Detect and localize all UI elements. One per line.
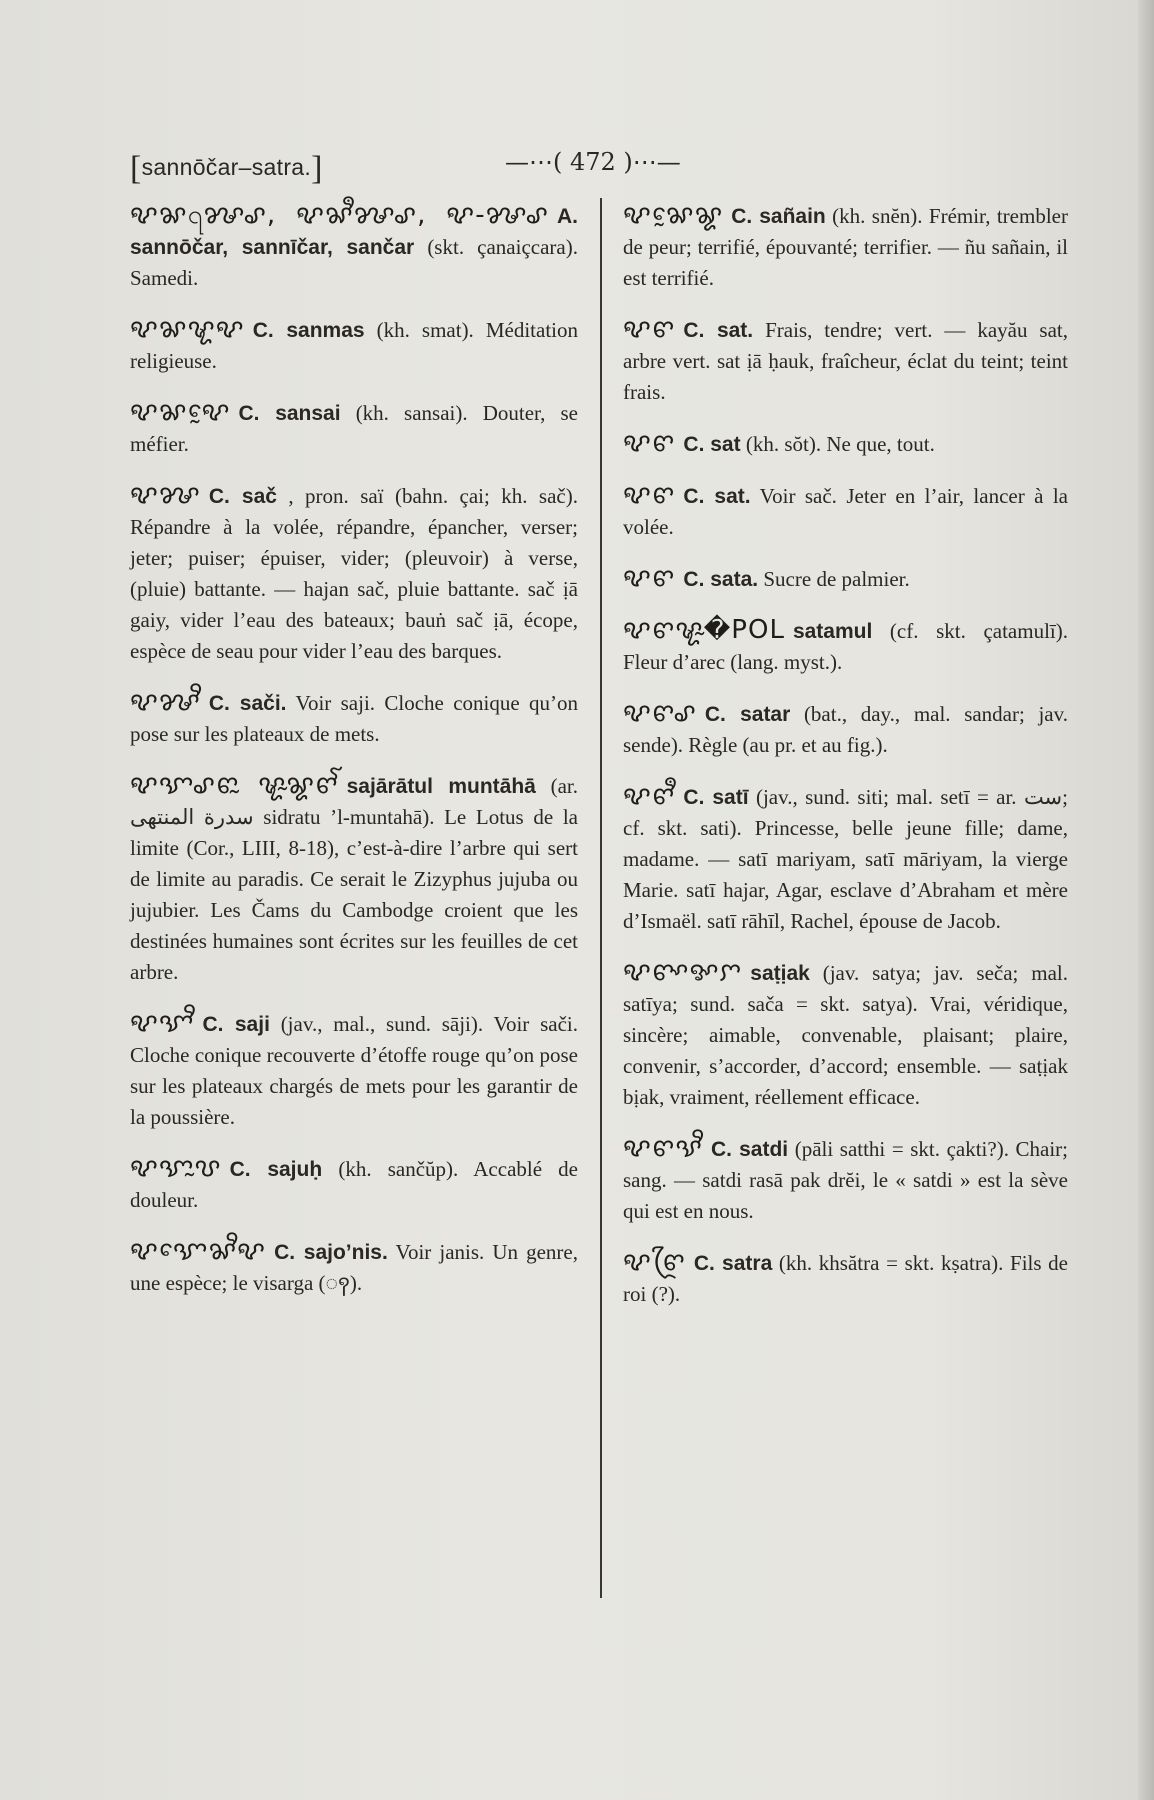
cham-script-headword: ꨦꨗ꩹ꨍꨣ, ꨦꨗꨫꨍꨣ, ꨦ-ꨍꨣ [130, 200, 549, 230]
entry-definition: (jav. satya; jav. seča; mal. satīya; sund. sača = skt. satya). Vrai, véridique, sincère; aimable, convenable, plaisant; plaire, convenir, s’accorder, d’accord; ensemble. — saṭịak bịak, vraiment, réellement efficace. [623, 961, 1068, 1109]
cham-script-headword: ꨦꨓ [623, 563, 676, 593]
dictionary-entry [623, 480, 1068, 543]
entry-lemma: C. sañain [731, 205, 826, 228]
entry-lemma: sajārātul muntāhā [346, 775, 536, 798]
entry-lemma: C. sata. [683, 568, 759, 591]
entry-definition: (kh. smat). Méditation religieuse. [130, 318, 578, 373]
entry-lemma: C. sač [208, 485, 277, 508]
dictionary-entry [623, 314, 1068, 408]
entry-lemma: satamul [792, 620, 873, 643]
cham-script-headword: ꨦꨎꨪ [130, 1008, 195, 1038]
dictionary-entry [623, 428, 1068, 460]
dictionary-entry [130, 480, 578, 667]
close-bracket: ] [311, 150, 323, 187]
dictionary-entry [623, 1133, 1068, 1227]
entry-lemma: C. sajo’nis. [274, 1241, 388, 1264]
right-column [623, 200, 1068, 1330]
column-divider [600, 198, 602, 1598]
entry-definition: (ar. سدرة المنتهى sidratu ’l-muntahā). Le Lotus de la limite (Cor., LIII, 8-18), c’est-à-dire l’arbre qui sert de limite au paradis. Ce serait le Zizyphus jujuba ou jujubier. Les Čams du Cambodge croient que les destinées humaines sont écrites sur les feuilles de cet arbre. [130, 774, 578, 984]
entry-definition: , pron. saï (bahn. çai; kh. sač). Répandre à la volée, répandre, épancher, verser; jeter; puiser; épuiser, vider; (pleuvoir) à verse, (pluie) battante. — hajan sač, pluie battante. sač ịā gaiy, vider l’eau des bateaux; bauṅ sač ịā, écope, espèce de seau pour vider l’eau des barques. [130, 484, 578, 663]
cham-script-headword: ꨦꨓꨣ [623, 698, 697, 728]
header-range-text: sannōčar–satra. [141, 154, 312, 180]
dictionary-entry [623, 1247, 1068, 1310]
dictionary-entry [130, 687, 578, 750]
entry-definition: (jav., mal., sund. sāji). Voir sači. Cloche conique recouverte d’étoffe rouge qu’on pose sur les plateaux chargés de mets pour les garantir de la poussière. [130, 1012, 578, 1129]
entry-definition: Sucre de palmier. [763, 567, 910, 591]
cham-script-headword: ꨦꨎꨣꨓꨭ ꨠꨭꨘꨓꨱ [130, 770, 339, 800]
running-header [130, 150, 323, 188]
entry-lemma: C. sanmas [252, 319, 365, 342]
dictionary-entry [130, 314, 578, 377]
entry-definition: Frais, tendre; vert. — kayău sat, arbre vert. sat ịā ḥauk, fraîcheur, éclat du teint; teint frais. [623, 318, 1068, 404]
entry-lemma: C. sajuḥ [229, 1158, 323, 1181]
cham-script-headword: ꨦꨍ [130, 480, 201, 510]
cham-script-headword: ꨦꨎꨭꨝ [130, 1153, 222, 1183]
entry-definition: (cf. skt. çatamulī). Fleur d’arec (lang. myst.). [623, 619, 1068, 674]
page-fold-shadow [1138, 0, 1154, 1800]
dictionary-entry [623, 781, 1068, 937]
dictionary-entry [130, 1153, 578, 1216]
dictionary-entry [623, 698, 1068, 761]
dictionary-entry [623, 615, 1068, 678]
cham-script-headword: ꨦꨎꨯꨗꨪꨦ [130, 1236, 267, 1266]
entry-definition: (kh. sansai). Douter, se méfier. [130, 401, 579, 456]
entry-lemma: C. satī [683, 786, 749, 809]
cham-script-headword: ꨦꨓꨠꨭ�POL [623, 615, 785, 645]
dictionary-entry [130, 200, 578, 294]
cham-script-headword: ꨦꨓꨕꨪ [623, 1133, 703, 1163]
cham-script-headword: ꨦꨗꨠꨦ [130, 314, 245, 344]
entry-lemma: saṭịak [750, 962, 810, 985]
entry-definition: (jav., sund. siti; mal. setī = ar. ست; cf. skt. sati). Princesse, belle jeune fille; dame, madame. — satī mariyam, satī māriyam, la vierge Marie. satī hajar, Agar, esclave d’Abraham et mère d’Ismaël. satī rāhīl, Rachel, épouse de Jacob. [623, 785, 1068, 933]
entry-definition: (bat., day., mal. sandar; jav. sende). Règle (au pr. et au fig.). [623, 702, 1069, 757]
cham-script-headword: ꨦꨓꨴ [623, 1247, 686, 1277]
entry-definition: Voir sač. Jeter en l’air, lancer à la volée. [623, 484, 1069, 539]
entry-lemma: C. sat. [683, 319, 754, 342]
dictionary-entry [130, 1236, 578, 1299]
cham-script-headword: ꨦꨍꨪ [130, 687, 201, 717]
entry-definition: Voir janis. Un genre, une espèce; le visarga (ꩍ). [130, 1240, 578, 1295]
entry-lemma: C. satra [693, 1252, 773, 1275]
entry-lemma: C. sači. [208, 692, 287, 715]
entry-definition: (skt. çanaiçcara). Samedi. [130, 235, 578, 290]
entry-lemma: C. saji [202, 1013, 270, 1036]
cham-script-headword: ꨦꨓ [623, 314, 676, 344]
entry-lemma: C. sansai [238, 402, 341, 425]
cham-script-headword: ꨦꨓꨫ [623, 781, 676, 811]
dictionary-entry [623, 563, 1068, 595]
dictionary-entry [130, 1008, 578, 1133]
entry-definition: (kh. sŏt). Ne que, tout. [745, 432, 935, 456]
dictionary-entry [130, 397, 578, 460]
dictionary-entry [623, 200, 1068, 294]
open-bracket: [ [130, 150, 142, 187]
entry-lemma: C. sat [683, 433, 741, 456]
cham-script-headword: ꨦꨗꨦꨰ [130, 397, 231, 427]
cham-script-headword: ꨦꨓ [623, 480, 676, 510]
entry-definition: (kh. snĕn). Frémir, trembler de peur; terrifié, épouvanté; terrifier. — ñu sañain, il est terrifié. [623, 204, 1068, 290]
entry-lemma: A. sannōčar, sannīčar, sančar [130, 205, 578, 259]
entry-lemma: C. sat. [683, 485, 751, 508]
entry-definition: Voir saji. Cloche conique qu’on pose sur les plateaux de mets. [130, 691, 578, 746]
entry-lemma: C. satar [704, 703, 791, 726]
cham-script-headword: ꨦꨓ [623, 428, 676, 458]
cham-script-headword: ꨦꨓꨳꨀꨆ [623, 957, 743, 987]
dictionary-entry [623, 957, 1068, 1113]
entry-lemma: C. satdi [710, 1138, 789, 1161]
cham-script-headword: ꨦꨗꨰꨘ [623, 200, 724, 230]
entry-definition: (kh. sančŭp). Accablé de douleur. [130, 1157, 579, 1212]
entry-definition: (kh. khsătra = skt. kṣatra). Fils de roi (?). [623, 1251, 1068, 1306]
dictionary-entry [130, 770, 578, 988]
entry-definition: (pāli satthi = skt. çakti?). Chair; sang. — satdi rasā pak drĕi, le « satdi » est la sève qui est en nous. [623, 1137, 1068, 1223]
page-number: —⋯( 472 )⋯— [505, 148, 681, 176]
left-column [130, 200, 578, 1319]
